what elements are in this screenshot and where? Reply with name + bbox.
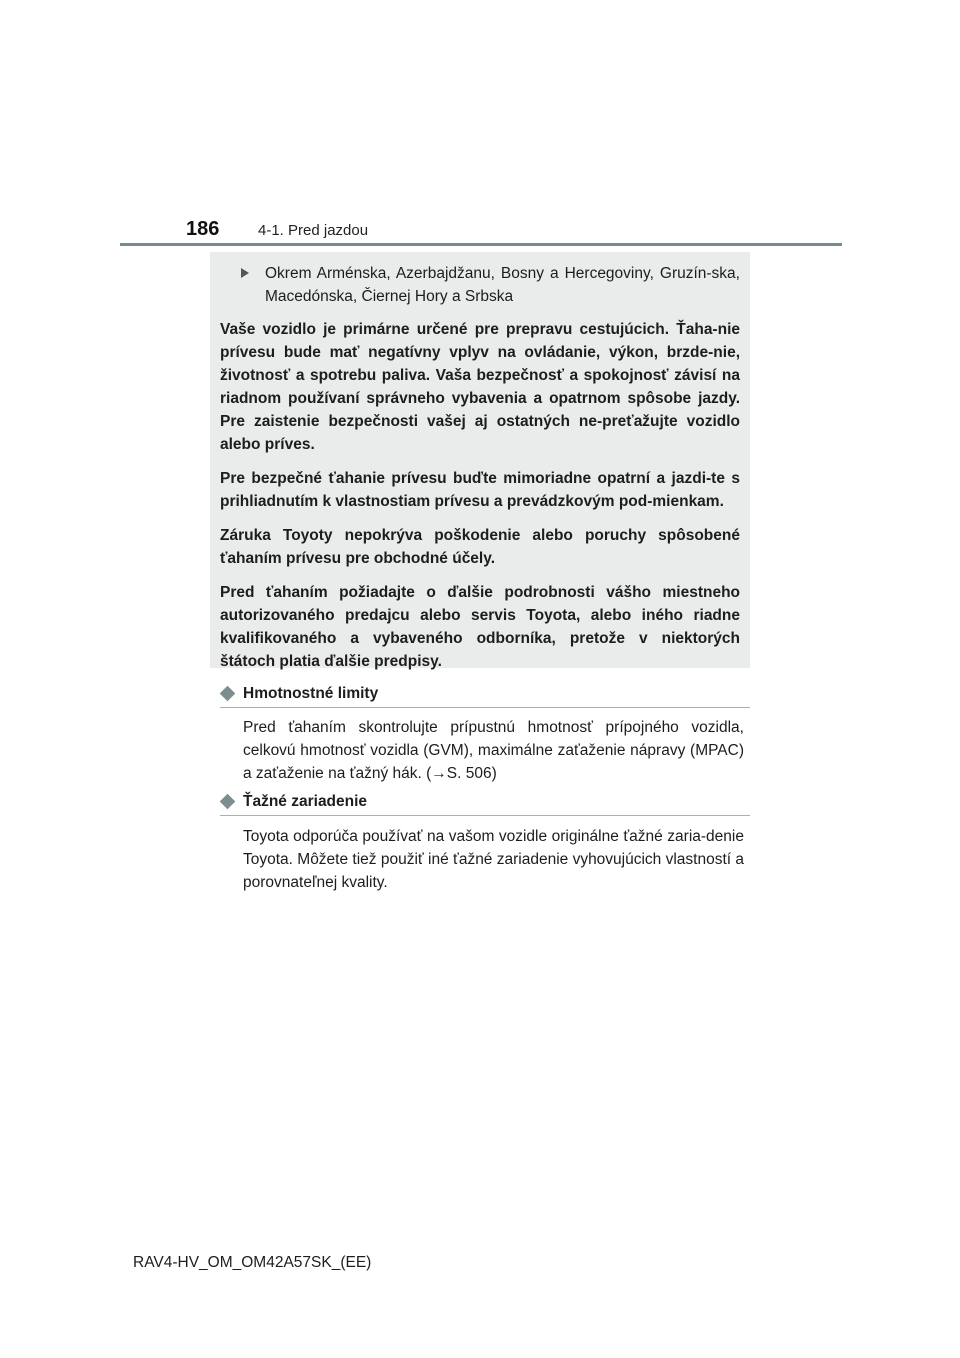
weight-limits-body: Pred ťahaním skontrolujte prípustnú hmotnosť prípojného vozidla, celkovú hmotnosť vozidla (GVM), maximálne zaťaženie nápravy (MPAC) a zaťaženie na ťažný hák. (→S. 506)	[243, 719, 744, 782]
towing-hitch-body: Toyota odporúča používať na vašom vozidle originálne ťažné zaria-denie Toyota. Môžete tiež použiť iné ťažné zariadenie vyhovujúcich vlastností a porovnateľnej kvality.	[243, 828, 745, 891]
diamond-icon	[220, 794, 236, 810]
page-number: 186	[186, 218, 220, 240]
sub-heading-text: Ťažné zariadenie	[243, 793, 368, 810]
triangle-bullet-icon	[241, 268, 249, 278]
section-title: 4-1. Pred jazdou	[258, 222, 369, 239]
sub-heading-weight-limits	[220, 685, 750, 708]
sub-heading-towing-hitch	[220, 793, 750, 816]
notice-bullet	[220, 262, 740, 308]
notice-paragraph: Záruka Toyoty nepokrýva poškodenie alebo poruchy spôsobené ťahaním prívesu pre obchodné účely.	[220, 527, 740, 567]
notice-paragraph: Pre bezpečné ťahanie prívesu buďte mimoriadne opatrní a jazdi-te s prihliadnutím k vlastnostiam prívesu a prevádzkovým pod-mienkam.	[220, 470, 740, 510]
sub-heading-text: Hmotnostné limity	[243, 685, 379, 702]
header-rule	[120, 243, 842, 246]
notice-bullet-text: Okrem Arménska, Azerbajdžanu, Bosny a Hercegoviny, Gruzín-ska, Macedónska, Čiernej Hory a Srbska	[265, 265, 740, 305]
notice-paragraph: Vaše vozidlo je primárne určené pre prepravu cestujúcich. Ťaha-nie prívesu bude mať negatívny vplyv na ovládanie, výkon, brzde-nie, životnosť a spotrebu paliva. Vaša bezpečnosť a spokojnosť závisí na riadnom používaní správneho vybavenia a opatrnom spôsobe jazdy. Pre zaistenie bezpečnosti vašej aj ostatných ne-preťažujte vozidlo alebo príves.	[220, 321, 740, 453]
footer-code: RAV4-HV_OM_OM42A57SK_(EE)	[133, 1254, 372, 1271]
notice-box	[210, 252, 750, 668]
notice-paragraph: Pred ťahaním požiadajte o ďalšie podrobnosti vášho miestneho autorizovaného predajcu alebo servis Toyota, alebo iného riadne kvalifikovaného a vybaveného odborníka, pretože v niektorých štátoch platia ďalšie predpisy.	[220, 584, 740, 670]
diamond-icon	[220, 686, 236, 702]
